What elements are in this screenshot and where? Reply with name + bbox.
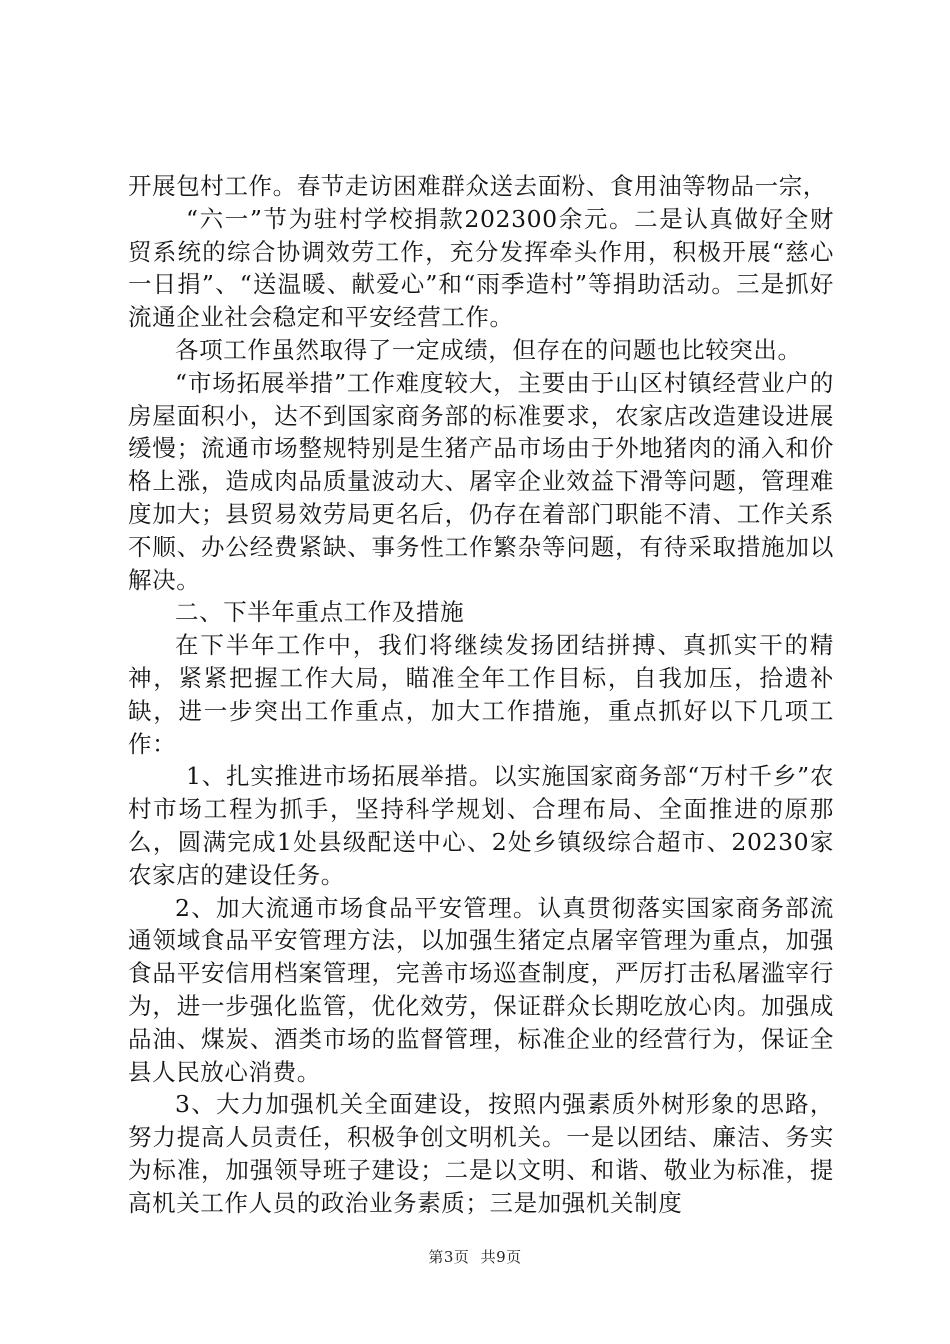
document-body	[128, 170, 834, 1220]
page-total: 共9页	[480, 1248, 522, 1266]
paragraph-item-2: 2、加大流通市场食品平安管理。认真贯彻落实国家商务部流通领域食品平安管理方法，以加强生猪定点屠宰管理为重点，加强食品平安信用档案管理，完善市场巡查制度，严厉打击私屠滥宰行为，进一步强化监管，优化效劳，保证群众长期吃放心肉。加强成品油、煤炭、酒类市场的监督管理，标准企业的经营行为，保证全县人民放心消费。	[128, 893, 834, 1086]
paragraph-donations: “六一”节为驻村学校捐款202300余元。二是认真做好全财贸系统的综合协调效劳工作，充分发挥牵头作用，积极开展“慈心一日捐”、“送温暖、献爱心”和“雨季造村”等捐助活动。三是抓好流通企业社会稳定和平安经营工作。	[128, 204, 834, 332]
paragraph-problems-intro: 各项工作虽然取得了一定成绩，但存在的问题也比较突出。	[175, 335, 802, 364]
paragraph-continuation: 开展包村工作。春节走访困难群众送去面粉、食用油等物品一宗，	[128, 172, 827, 200]
page-number: 第3页	[428, 1248, 470, 1266]
paragraph-plan-intro: 在下半年工作中，我们将继续发扬团结拼搏、真抓实干的精神，紧紧把握工作大局，瞄准全年工作目标，自我加压，拾遗补缺，进一步突出工作重点，加大工作措施，重点抓好以下几项工作：	[128, 631, 834, 758]
page-footer	[0, 1246, 950, 1267]
paragraph-item-3: 3、大力加强机关全面建设，按照内强素质外树形象的思路，努力提高人员责任，积极争创文明机关。一是以团结、廉洁、务实为标准，加强领导班子建设；二是以文明、和谐、敬业为标准，提高机关工作人员的政治业务素质；三是加强机关制度	[128, 1090, 834, 1217]
paragraph-problems-detail: “市场拓展举措”工作难度较大，主要由于山区村镇经营业户的房屋面积小，达不到国家商务部的标准要求，农家店改造建设进展缓慢；流通市场整规特别是生猪产品市场由于外地猪肉的涌入和价格上涨，造成肉品质量波动大、屠宰企业效益下滑等问题，管理难度加大；县贸易效劳局更名后，仍存在着部门职能不清、工作关系不顺、办公经费紧缺、事务性工作繁杂等问题，有待采取措施加以解决。	[128, 368, 834, 594]
section-heading: 二、下半年重点工作及措施	[175, 598, 465, 627]
paragraph-item-1: 1、扎实推进市场拓展举措。以实施国家商务部“万村千乡”农村市场工程为抓手，坚持科学规划、合理布局、全面推进的原那么，圆满完成1处县级配送中心、2处乡镇级综合超市、20230家农家店的建设任务。	[128, 762, 834, 889]
